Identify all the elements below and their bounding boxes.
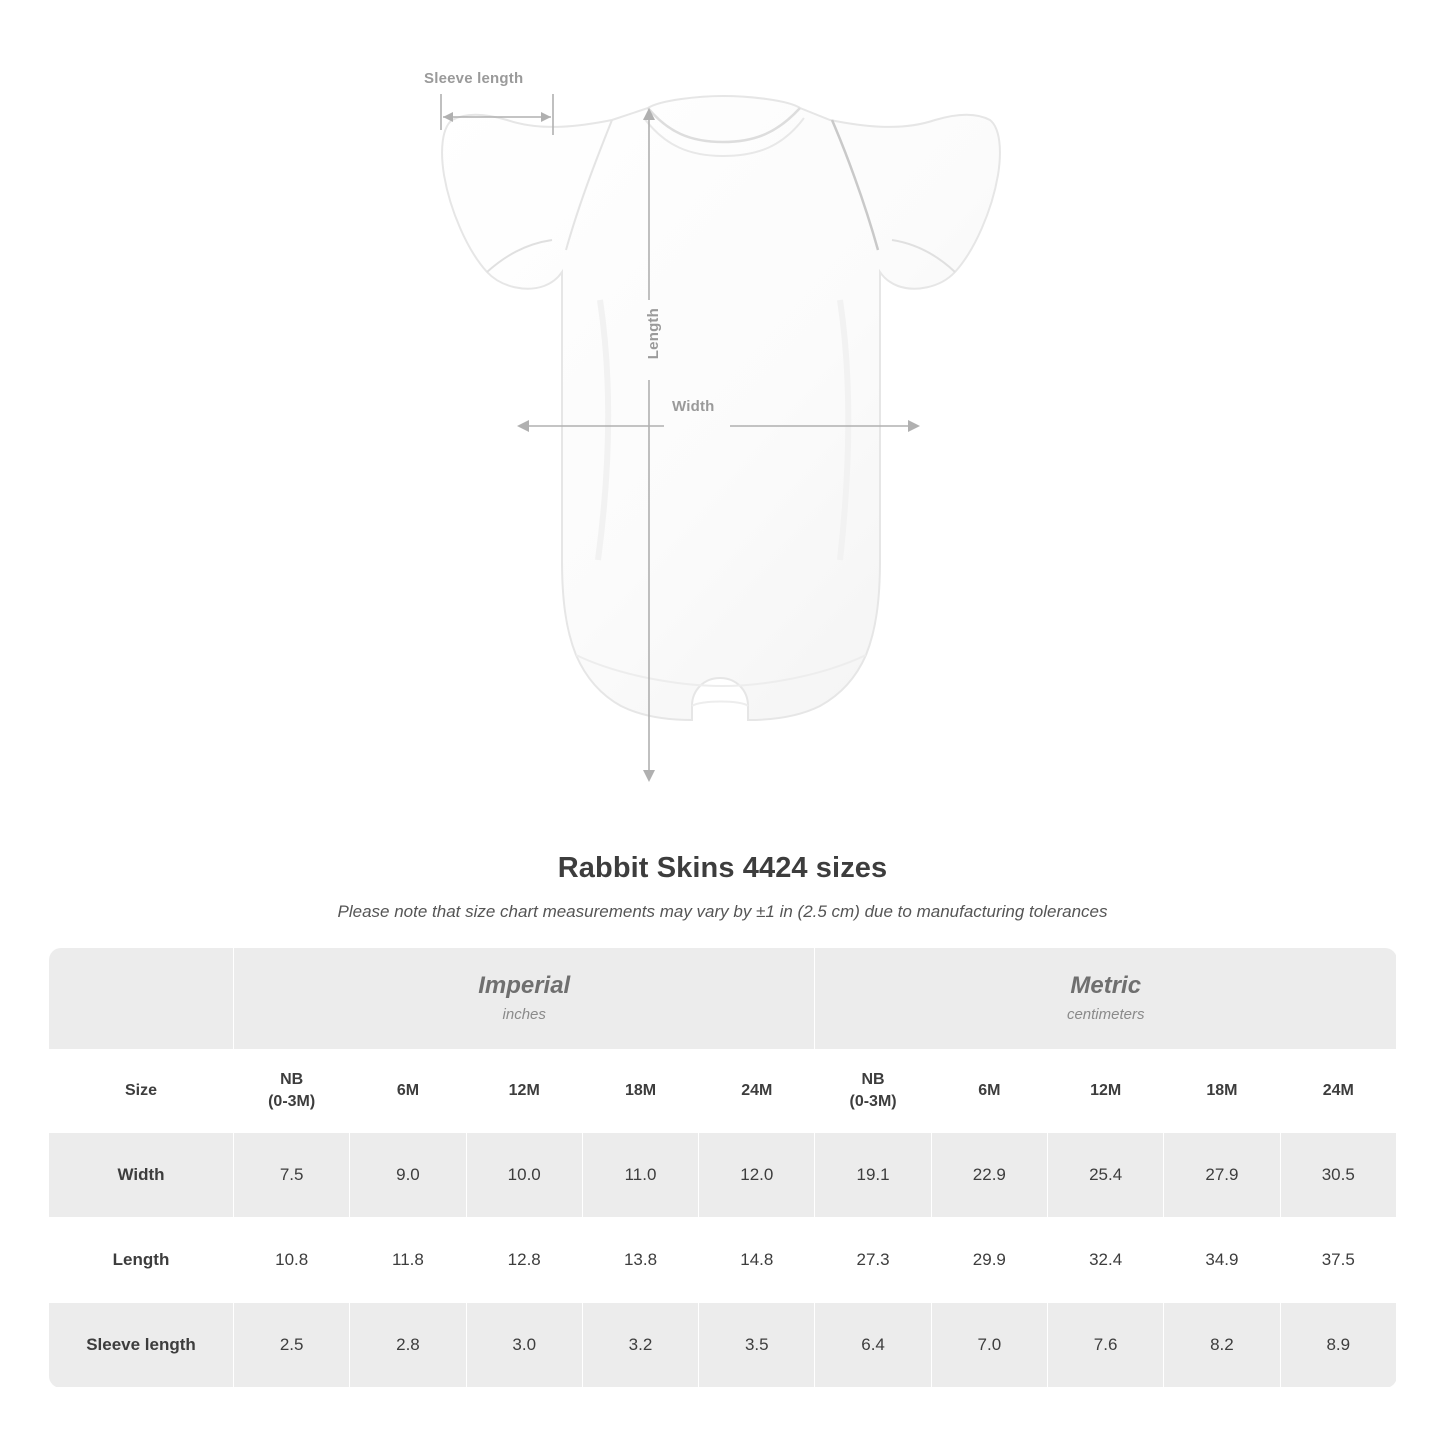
size-header-row bbox=[49, 1050, 1397, 1133]
column-header-imperial-6m: 6M bbox=[350, 1050, 466, 1133]
unit-group-imperial bbox=[234, 948, 815, 1050]
unit-group-metric-name: Metric bbox=[1070, 972, 1142, 999]
unit-group-imperial-sub: inches bbox=[502, 1006, 546, 1023]
cell-length-imperial-12m: 12.8 bbox=[466, 1218, 582, 1303]
size-table-wrapper bbox=[48, 947, 1397, 1388]
cell-length-imperial-nb: 10.8 bbox=[234, 1218, 350, 1303]
table-row bbox=[49, 1303, 1397, 1388]
cell-sleeve-imperial-18m: 3.2 bbox=[582, 1303, 698, 1388]
cell-length-imperial-18m: 13.8 bbox=[582, 1218, 698, 1303]
table-row bbox=[49, 1218, 1397, 1303]
cell-sleeve-imperial-24m: 3.5 bbox=[699, 1303, 815, 1388]
cell-sleeve-imperial-12m: 3.0 bbox=[466, 1303, 582, 1388]
unit-group-imperial-name: Imperial bbox=[478, 972, 571, 999]
cell-width-imperial-12m: 10.0 bbox=[466, 1133, 582, 1218]
table-row bbox=[49, 1133, 1397, 1218]
sleeve-length-dimension-label: Sleeve length bbox=[424, 70, 524, 87]
cell-length-metric-18m: 34.9 bbox=[1164, 1218, 1280, 1303]
column-header-metric-24m: 24M bbox=[1280, 1050, 1396, 1133]
cell-width-metric-24m: 30.5 bbox=[1280, 1133, 1396, 1218]
cell-sleeve-imperial-6m: 2.8 bbox=[350, 1303, 466, 1388]
cell-sleeve-metric-6m: 7.0 bbox=[931, 1303, 1047, 1388]
column-header-metric-12m: 12M bbox=[1047, 1050, 1163, 1133]
width-dimension-label: Width bbox=[672, 398, 715, 415]
cell-width-metric-18m: 27.9 bbox=[1164, 1133, 1280, 1218]
column-header-imperial-nb-line1: NB bbox=[280, 1071, 304, 1089]
column-header-imperial-nb-line2: (0-3M) bbox=[268, 1093, 316, 1110]
column-header-metric-nb-line1: NB bbox=[861, 1071, 885, 1089]
cell-width-imperial-nb: 7.5 bbox=[234, 1133, 350, 1218]
cell-sleeve-imperial-nb: 2.5 bbox=[234, 1303, 350, 1388]
length-dimension-label: Length bbox=[645, 308, 662, 360]
column-header-imperial-12m: 12M bbox=[466, 1050, 582, 1133]
column-header-size: Size bbox=[49, 1050, 234, 1133]
column-header-metric-nb-line2: (0-3M) bbox=[849, 1093, 897, 1110]
column-header-imperial-nb bbox=[234, 1050, 350, 1133]
cell-width-imperial-6m: 9.0 bbox=[350, 1133, 466, 1218]
cell-length-metric-6m: 29.9 bbox=[931, 1218, 1047, 1303]
cell-width-metric-6m: 22.9 bbox=[931, 1133, 1047, 1218]
cell-sleeve-metric-nb: 6.4 bbox=[815, 1303, 931, 1388]
cell-width-imperial-18m: 11.0 bbox=[582, 1133, 698, 1218]
cell-sleeve-metric-12m: 7.6 bbox=[1047, 1303, 1163, 1388]
cell-sleeve-metric-24m: 8.9 bbox=[1280, 1303, 1396, 1388]
cell-length-imperial-24m: 14.8 bbox=[699, 1218, 815, 1303]
cell-width-imperial-24m: 12.0 bbox=[699, 1133, 815, 1218]
measurement-tolerance-note: Please note that size chart measurements may vary by ±1 in (2.5 cm) due to manufacturing tolerances bbox=[337, 902, 1108, 921]
cell-sleeve-metric-18m: 8.2 bbox=[1164, 1303, 1280, 1388]
unit-header-row bbox=[49, 948, 1397, 1050]
page-title: Rabbit Skins 4424 sizes bbox=[557, 852, 888, 884]
cell-width-metric-nb: 19.1 bbox=[815, 1133, 931, 1218]
column-header-metric-nb bbox=[815, 1050, 931, 1133]
unit-group-metric bbox=[815, 948, 1397, 1050]
column-header-metric-6m: 6M bbox=[931, 1050, 1047, 1133]
unit-header-spacer bbox=[49, 948, 234, 1050]
row-label-length: Length bbox=[49, 1218, 234, 1303]
column-header-metric-18m: 18M bbox=[1164, 1050, 1280, 1133]
title-block bbox=[0, 852, 1445, 922]
cell-length-metric-nb: 27.3 bbox=[815, 1218, 931, 1303]
column-header-imperial-18m: 18M bbox=[582, 1050, 698, 1133]
cell-length-imperial-6m: 11.8 bbox=[350, 1218, 466, 1303]
cell-length-metric-12m: 32.4 bbox=[1047, 1218, 1163, 1303]
row-label-sleeve-length: Sleeve length bbox=[49, 1303, 234, 1388]
column-header-imperial-24m: 24M bbox=[699, 1050, 815, 1133]
cell-width-metric-12m: 25.4 bbox=[1047, 1133, 1163, 1218]
cell-length-metric-24m: 37.5 bbox=[1280, 1218, 1396, 1303]
size-table bbox=[48, 947, 1397, 1388]
row-label-width: Width bbox=[49, 1133, 234, 1218]
unit-group-metric-sub: centimeters bbox=[1066, 1006, 1145, 1023]
